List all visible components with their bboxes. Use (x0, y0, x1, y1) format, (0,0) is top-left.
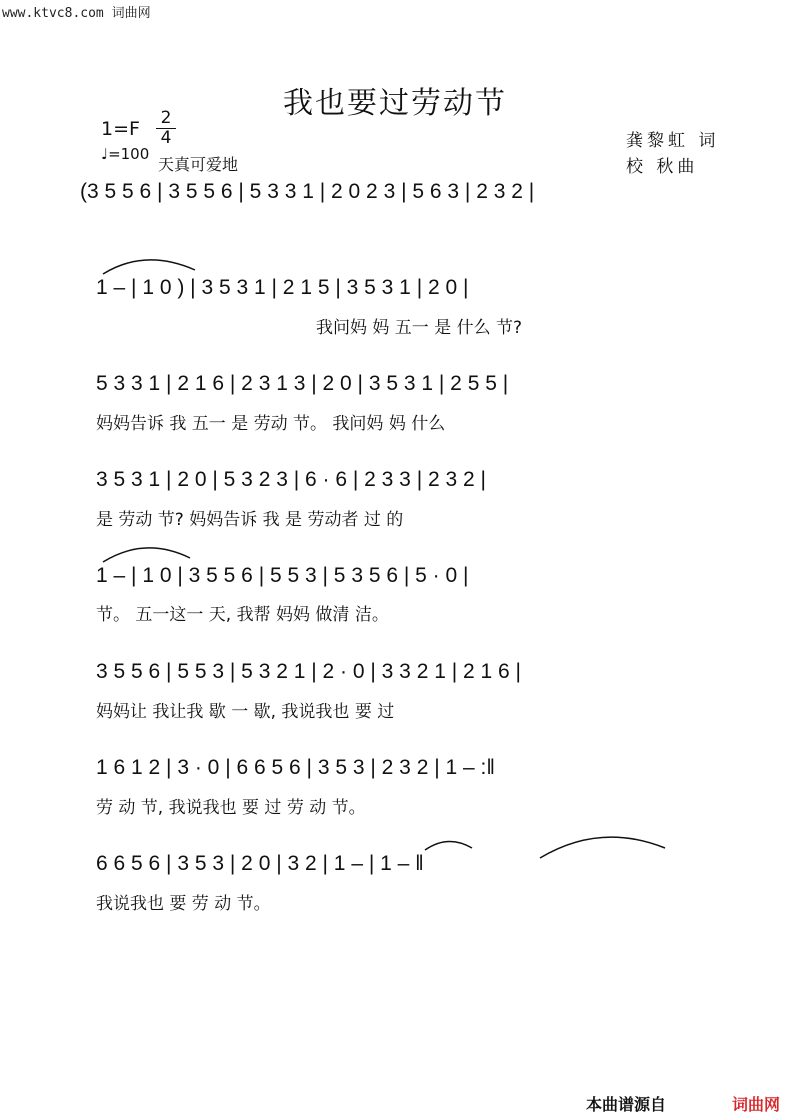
footer-logo: 词曲网 (731, 1095, 780, 1114)
time-signature-bottom: 4 (160, 128, 172, 148)
footer-source: 本曲谱源自 (585, 1095, 666, 1114)
notation-row-7: 1 6 1 2 | 3 · 0 | 6 6 5 6 | 3 5 3 | 2 3 2 | 1 – :‖ (96, 756, 496, 779)
lyric-row-2: 我问妈 妈 五一 是 什么 节? (316, 318, 523, 338)
lyric-row-4: 是 劳动 节? 妈妈告诉 我 是 劳动者 过 的 (96, 510, 404, 530)
notation-row-3: 5 3 3 1 | 2 1 6 | 2 3 1 3 | 2 0 | 3 5 3 1 | 2 5 5 | (96, 372, 509, 395)
notation-row-2: 1 – | 1 0 ) | 3 5 3 1 | 2 1 5 | 3 5 3 1 | 2 0 | (96, 276, 469, 299)
lyric-row-3: 妈妈告诉 我 五一 是 劳动 节。 我问妈 妈 什么 (96, 414, 446, 434)
song-title: 我也要过劳动节 (283, 86, 507, 121)
lyric-row-8: 我说我也 要 劳 动 节。 (96, 894, 271, 914)
time-signature-top: 2 (160, 108, 172, 128)
expression-mark: 天真可爱地 (158, 155, 239, 174)
composer-credit: 校 秋曲 (626, 157, 699, 177)
watermark: www.ktvc8.com 词曲网 (2, 6, 151, 21)
key-signature: 1=F (101, 118, 140, 140)
notation-row-1: (3 5 5 6 | 3 5 5 6 | 5 3 3 1 | 2 0 2 3 | 5 6 3 | 2 3 2 | (80, 180, 535, 203)
notation-row-6: 3 5 5 6 | 5 5 3 | 5 3 2 1 | 2 · 0 | 3 3 2 1 | 2 1 6 | (96, 660, 522, 683)
tempo-mark: ♩=100 (101, 145, 150, 163)
lyric-row-7: 劳 动 节, 我说我也 要 过 劳 动 节。 (96, 798, 366, 818)
time-signature (156, 110, 176, 147)
notation-row-8: 6 6 5 6 | 3 5 3 | 2 0 | 3 2 | 1 – | 1 – ‖ (96, 852, 424, 875)
lyric-row-6: 妈妈让 我让我 歇 一 歇, 我说我也 要 过 (96, 702, 395, 722)
lyricist-credit: 龚黎虹 词 (626, 131, 720, 151)
lyric-row-5: 节。 五一这一 天, 我帮 妈妈 做清 洁。 (96, 605, 389, 625)
notation-row-4: 3 5 3 1 | 2 0 | 5 3 2 3 | 6 · 6 | 2 3 3 | 2 3 2 | (96, 468, 486, 491)
notation-row-5: 1 – | 1 0 | 3 5 5 6 | 5 5 3 | 5 3 5 6 | 5 · 0 | (96, 564, 469, 587)
